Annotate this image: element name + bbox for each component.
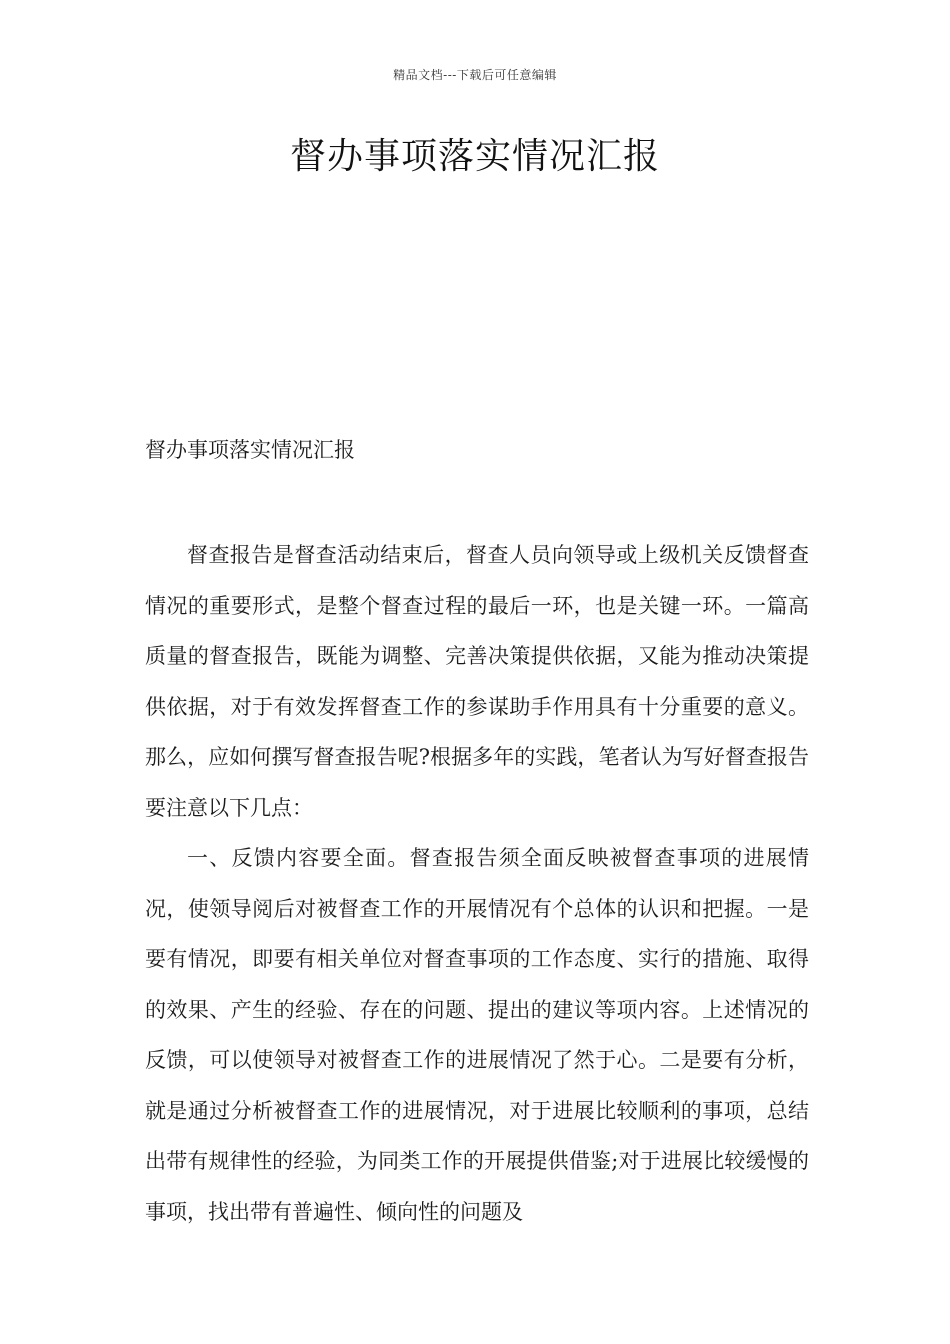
document-subtitle: 督办事项落实情况汇报	[145, 438, 355, 462]
paragraph-intro: 督查报告是督查活动结束后，督查人员向领导或上级机关反馈督查情况的重要形式，是整个督查过程的最后一环，也是关键一环。一篇高质量的督查报告，既能为调整、完善决策提供依据，又能为推动决策提供依据，对于有效发挥督查工作的参谋助手作用具有十分重要的意义。那么，应如何撰写督查报告呢?根据多年的实践，笔者认为写好督查报告要注意以下几点：	[145, 543, 809, 820]
header-note: 精品文档---下载后可任意编辑	[393, 68, 557, 82]
paragraph-point-one: 一、反馈内容要全面。督查报告须全面反映被督查事项的进展情况，使领导阅后对被督查工作的开展情况有个总体的认识和把握。一是要有情况，即要有相关单位对督查事项的工作态度、实行的措施、取得的效果、产生的经验、存在的问题、提出的建议等项内容。上述情况的反馈，可以使领导对被督查工作的进展情况了然于心。二是要有分析，就是通过分析被督查工作的进展情况，对于进展比较顺利的事项，总结出带有规律性的经验，为同类工作的开展提供借鉴;对于进展比较缓慢的事项，找出带有普遍性、倾向性的问题及	[145, 846, 809, 1224]
document-body	[145, 530, 809, 1237]
document-title: 督办事项落实情况汇报	[289, 136, 660, 177]
